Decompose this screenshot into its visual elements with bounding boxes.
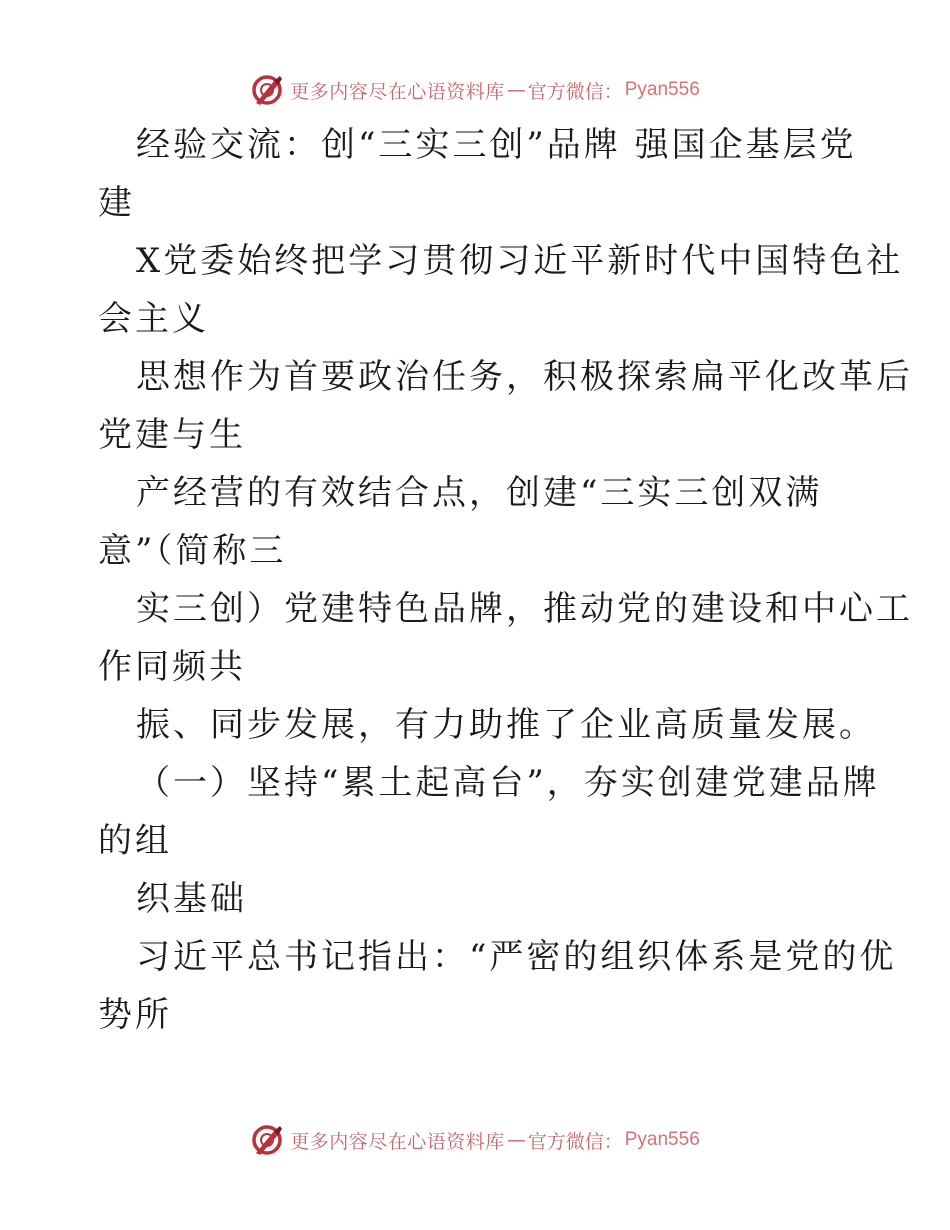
pen-logo-icon <box>250 73 284 107</box>
text-line: （一）坚持“累土起高台”，夯实创建党建品牌 <box>136 763 880 803</box>
banner-wechat-label: 官方微信： <box>527 80 623 103</box>
footer-banner <box>0 1120 950 1160</box>
text-line: 习近平总书记指出：“严密的组织体系是党的优 <box>136 937 897 977</box>
banner-separator: — <box>506 79 526 101</box>
text-line: 实三创）党建特色品牌，推动党的建设和中心工 <box>136 589 913 629</box>
text-line: 党建与生 <box>98 415 246 455</box>
text-line: 的组 <box>98 821 172 861</box>
text-line: 振、同步发展，有力助推了企业高质量发展。 <box>136 705 876 745</box>
pen-logo-icon <box>250 1123 284 1157</box>
header-banner <box>0 70 950 110</box>
text-line: 意”（简称三 <box>98 531 287 571</box>
banner-separator: — <box>506 1129 526 1151</box>
text-line: 织基础 <box>136 879 247 919</box>
banner-text: 更多内容尽在心语资料库 <box>290 80 505 103</box>
banner-text: 更多内容尽在心语资料库 <box>290 1130 505 1153</box>
banner-wechat-id: Pyan556 <box>624 1129 700 1150</box>
text-line: 思想作为首要政治任务，积极探索扁平化改革后 <box>136 357 913 397</box>
document-body <box>98 116 913 1044</box>
text-line: 经验交流：创“三实三创”品牌 强国企基层党 <box>136 125 857 165</box>
text-line: 建 <box>98 183 135 223</box>
text-line: 势所 <box>98 995 172 1035</box>
banner-wechat-id: Pyan556 <box>624 79 700 100</box>
text-line: X党委始终把学习贯彻习近平新时代中国特色社 <box>136 241 904 281</box>
text-line: 产经营的有效结合点，创建“三实三创双满 <box>136 473 823 513</box>
text-line: 作同频共 <box>98 647 246 687</box>
text-line: 会主义 <box>98 299 209 339</box>
banner-wechat-label: 官方微信： <box>527 1130 623 1153</box>
